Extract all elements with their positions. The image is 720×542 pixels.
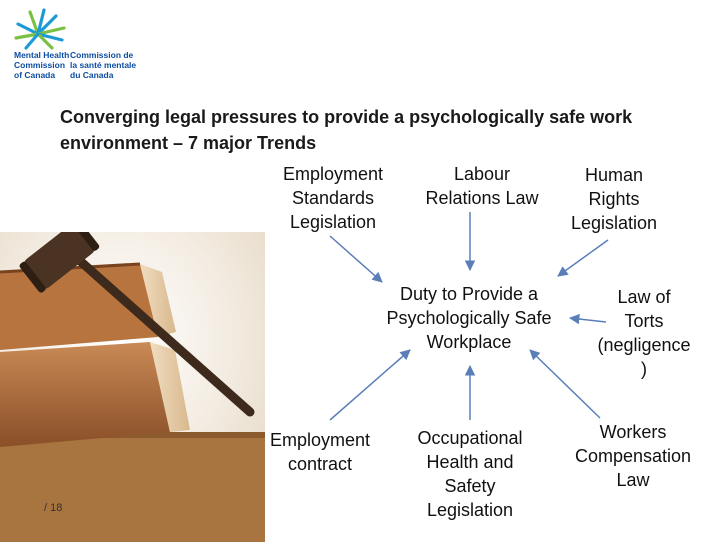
node-labour-relations: Labour Relations Law [425, 164, 539, 208]
arrow-employment-standards [330, 236, 382, 282]
node-law-of-torts: Law of Torts (negligence ) [597, 287, 691, 379]
logo-text-french: Commission de la santé mentale du Canada [70, 50, 137, 80]
logo-text-english: Mental Health Commission of Canada [14, 50, 70, 80]
node-employment-standards: Employment Standards Legislation [282, 164, 384, 232]
slide-title: Converging legal pressures to provide a psychologically safe work environment – 7 major Trends [60, 107, 633, 153]
arrow-employment-contract [330, 350, 410, 420]
node-center-duty: Duty to Provide a Psychologically Safe Workplace [386, 284, 552, 352]
node-employment-contract: Employment contract [269, 430, 371, 474]
node-human-rights: Human Rights Legislation [570, 165, 658, 233]
node-occupational-health: Occupational Health and Safety Legislation [417, 428, 523, 520]
node-workers-compensation: Workers Compensation Law [574, 422, 692, 490]
arrow-human-rights [558, 240, 608, 276]
page-number: / 18 [44, 502, 63, 514]
